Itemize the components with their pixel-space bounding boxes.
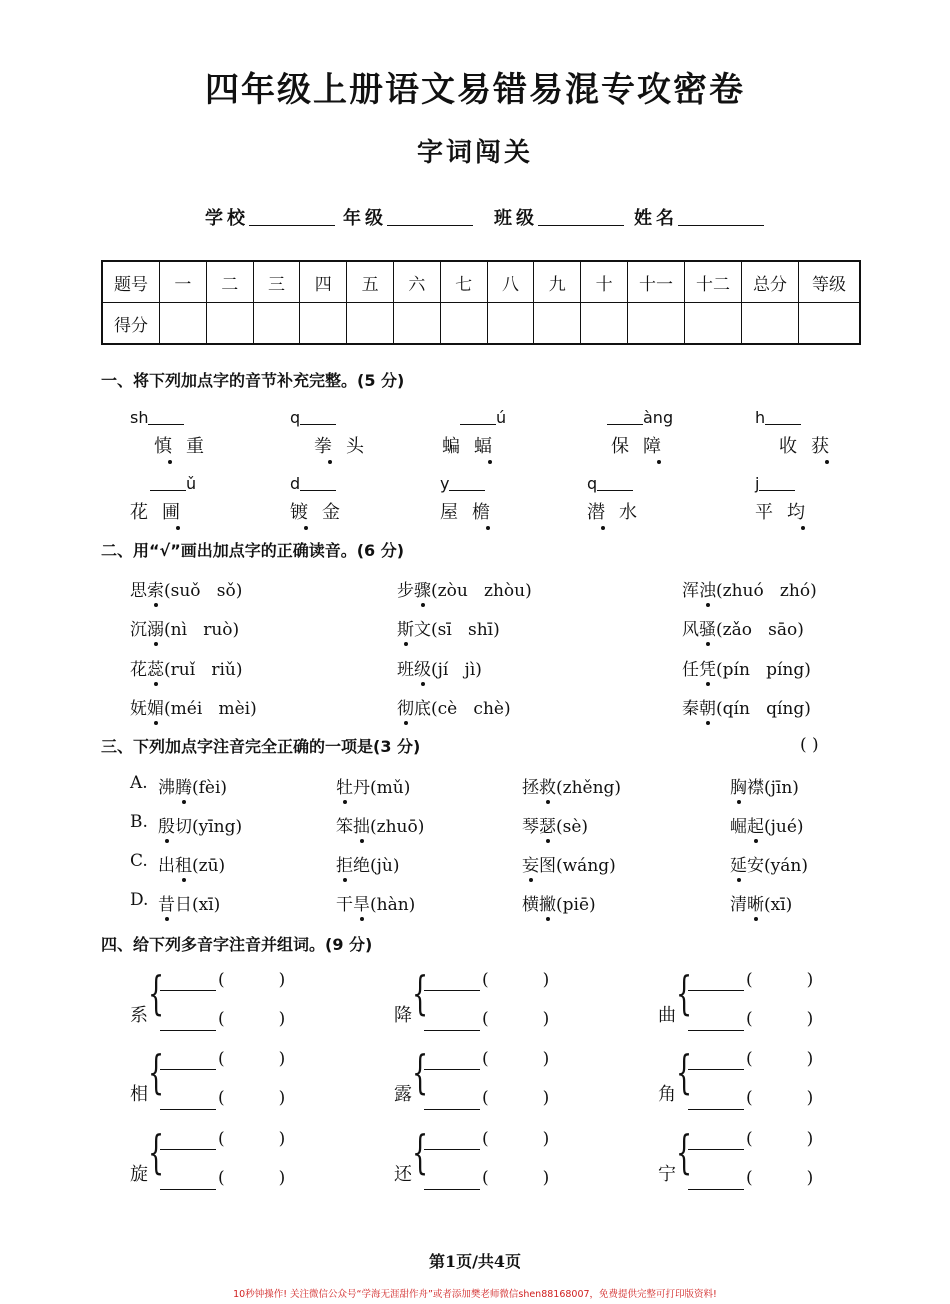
pinyin-blank[interactable] [160,1051,216,1070]
pinyin-choices[interactable]: (pín píng) [716,660,811,680]
word-char: 切 [175,817,192,837]
pinyin-blank[interactable] [160,1131,216,1150]
reading-item [130,615,239,640]
score-header-cell: 题号 [102,261,160,303]
brace-icon: { [412,966,429,1020]
word-char: 旱 [353,890,370,915]
reading-item [397,655,482,680]
word-char: 胸 [730,773,747,798]
word-blank[interactable]: ( ) [482,1129,550,1149]
pinyin-prefix: j [755,474,760,493]
score-cell[interactable] [628,303,685,345]
word-char: 骤 [414,576,431,601]
word-char: 拳 [314,432,346,458]
word [130,498,194,524]
pinyin: (zhěng) [556,778,622,798]
pinyin: (zū) [192,856,226,876]
score-header-cell: 等级 [799,261,861,303]
word-char: 慎 [154,432,186,458]
word [154,432,218,458]
word [440,498,504,524]
word-char: 头 [346,436,378,457]
polyphone-char: 角 [658,1084,676,1105]
pinyin: (xī) [192,895,221,915]
word-char: 殷 [158,812,175,837]
word-char: 底 [414,699,431,719]
pinyin-blank[interactable] [424,1051,480,1070]
option-item [730,812,804,837]
pinyin-blank[interactable] [160,1012,216,1031]
word-char: 绝 [353,856,370,876]
pinyin-blank[interactable] [460,410,496,425]
polyphone-char: 曲 [658,1005,676,1026]
word-char: 救 [539,773,556,798]
pinyin-blank[interactable] [688,972,744,991]
word-char: 瑟 [539,812,556,837]
pinyin: (xī) [764,895,793,915]
word-char: 崛 [730,817,747,837]
word-blank[interactable]: ( ) [218,1049,286,1069]
word-char: 晰 [747,890,764,915]
word-char: 襟 [747,778,764,798]
class-field[interactable] [494,204,624,230]
brace-icon: { [676,1125,693,1179]
word-char: 任 [682,660,699,680]
word-blank[interactable]: ( ) [746,1009,814,1029]
word-char: 租 [175,851,192,876]
word-blank[interactable]: ( ) [218,970,286,990]
word-blank[interactable]: ( ) [746,970,814,990]
word-blank[interactable]: ( ) [746,1088,814,1108]
pinyin-blank[interactable] [300,410,336,425]
reading-item [682,655,811,680]
score-header-cell: 七 [440,261,487,303]
pinyin: (fèi) [192,778,228,798]
word-char: 干 [336,895,353,915]
score-cell[interactable] [742,303,799,345]
score-header-cell: 八 [487,261,534,303]
word-char: 均 [787,498,819,524]
polyphone-char: 露 [394,1084,412,1105]
score-header-cell: 十二 [685,261,742,303]
pinyin-line [440,474,485,493]
grade-field[interactable] [343,204,473,230]
pinyin-blank[interactable] [160,1091,216,1110]
pinyin-choices[interactable]: (jí jì) [431,660,482,680]
word-char: 索 [147,576,164,601]
page-subtitle: 字词闯关 [416,138,533,168]
pinyin-blank[interactable] [759,476,795,491]
score-header-cell: 十 [581,261,628,303]
option-item [158,773,227,798]
pinyin-line [460,408,506,427]
pinyin: (hàn) [370,895,416,915]
word-char: 蝠 [474,432,506,458]
reading-item [397,615,500,640]
word-blank[interactable]: ( ) [482,970,550,990]
word-blank[interactable]: ( ) [482,1168,550,1188]
pinyin-prefix: sh [130,408,149,427]
score-header-cell: 四 [300,261,347,303]
page-footer: 第1页/共4页 [428,1252,522,1271]
pinyin-blank[interactable] [688,1171,744,1190]
option-item [522,812,588,837]
word-char: 重 [186,436,218,457]
brace-icon: { [676,1045,693,1099]
reading-item [130,694,257,719]
brace-icon: { [412,1045,429,1099]
pinyin-choices[interactable]: (sī shī) [431,620,500,640]
score-row-label: 得分 [102,303,160,345]
section1-heading: 一、将下列加点字的音节补充完整。(5 分) [101,371,405,390]
pinyin-prefix: h [755,408,766,427]
answer-paren[interactable]: ( ) [800,735,819,755]
section4-heading: 四、给下列多音字注音并组词。(9 分) [101,935,373,954]
word-char: 溺 [147,615,164,640]
pinyin-line [755,408,801,427]
pinyin-choices[interactable]: (ruǐ riǔ) [164,660,243,680]
option-item [336,773,410,798]
option-item [522,890,596,915]
pinyin-line [290,408,336,427]
name-blank[interactable] [678,209,764,226]
polyphone-char: 系 [130,1005,148,1026]
word [779,432,843,458]
pinyin: (yán) [764,856,808,876]
pinyin-blank[interactable] [688,1012,744,1031]
school-label: 学校 [205,208,249,229]
pinyin-blank[interactable] [597,476,633,491]
word-char: 思 [130,581,147,601]
score-cell[interactable] [799,303,861,345]
class-blank[interactable] [538,209,624,226]
school-blank[interactable] [249,209,335,226]
option-item [336,890,415,915]
score-header-cell: 三 [253,261,300,303]
word [442,432,506,458]
pinyin-line [607,408,673,427]
pinyin-prefix: y [440,474,450,493]
pinyin-blank[interactable] [150,476,186,491]
word-char: 凭 [699,655,716,680]
pinyin-line [587,474,633,493]
word [290,498,354,524]
score-header-cell: 六 [393,261,440,303]
word-char: 延 [730,851,747,876]
pinyin-prefix: q [587,474,598,493]
pinyin-choices[interactable]: (cè chè) [431,699,511,719]
pinyin-line [150,474,196,493]
pinyin-choices[interactable]: (méi mèi) [164,699,257,719]
reading-item [682,576,817,601]
score-header-cell: 一 [160,261,207,303]
pinyin-blank[interactable] [148,410,184,425]
word-blank[interactable]: ( ) [482,1088,550,1108]
score-cell[interactable] [685,303,742,345]
pinyin-choices[interactable]: (qín qíng) [716,699,811,719]
word-char: 沸 [158,778,175,798]
pinyin-blank[interactable] [449,476,485,491]
word-char: 安 [747,856,764,876]
pinyin: (jué) [764,817,804,837]
pinyin-choices[interactable]: (zòu zhòu) [431,581,532,601]
word-char: 水 [619,502,651,523]
pinyin-blank[interactable] [160,972,216,991]
pinyin-choices[interactable]: (zhuó zhó) [716,581,817,601]
word-char: 级 [414,655,431,680]
option-item [730,890,792,915]
pinyin-blank[interactable] [424,1091,480,1110]
pinyin: (zhuō) [370,817,425,837]
option-item [730,851,808,876]
score-cell[interactable] [206,303,253,345]
option-item [158,890,220,915]
reading-item [682,615,804,640]
pinyin: (wáng) [556,856,616,876]
word-char: 斯 [397,615,414,640]
pinyin-blank[interactable] [424,1012,480,1031]
word [611,432,675,458]
word-blank[interactable]: ( ) [218,1009,286,1029]
word-char: 潜 [587,498,619,524]
pinyin-line [290,474,336,493]
word-char: 步 [397,581,414,601]
pinyin-blank[interactable] [607,410,643,425]
word-char: 出 [158,856,175,876]
word-char: 彻 [397,694,414,719]
word-char: 朝 [699,694,716,719]
score-header-cell: 总分 [742,261,799,303]
word-char: 镀 [290,498,322,524]
option-item [158,851,225,876]
score-header-cell: 九 [534,261,581,303]
word-char: 骚 [699,615,716,640]
reading-item [397,694,511,719]
pinyin-suffix: àng [643,408,674,427]
pinyin-blank[interactable] [424,1171,480,1190]
word [755,498,819,524]
pinyin-choices[interactable]: (suǒ sǒ) [164,581,243,601]
word-char: 浊 [699,576,716,601]
word-char: 秦 [682,699,699,719]
score-cell[interactable] [347,303,394,345]
polyphone-char: 旋 [130,1164,148,1185]
polyphone-char: 还 [394,1164,412,1185]
pinyin: (yīng) [192,817,243,837]
pinyin-blank[interactable] [424,972,480,991]
score-header-cell: 十一 [628,261,685,303]
word-blank[interactable]: ( ) [746,1168,814,1188]
score-cell[interactable] [300,303,347,345]
pinyin: (jīn) [764,778,799,798]
word-char: 沉 [130,620,147,640]
pinyin-blank[interactable] [765,410,801,425]
word-char: 文 [414,620,431,640]
section3-heading: 三、下列加点字注音完全正确的一项是(3 分) [101,737,421,756]
word-char: 蕊 [147,655,164,680]
pinyin-choices[interactable]: (nì ruò) [164,620,240,640]
name-field[interactable] [634,204,764,230]
word-char: 浑 [682,581,699,601]
pinyin: (sè) [556,817,589,837]
pinyin-line [130,408,184,427]
reading-item [682,694,811,719]
brace-icon: { [412,1125,429,1179]
word-char: 平 [755,502,787,523]
polyphone-char: 降 [394,1005,412,1026]
pinyin-line [755,474,795,493]
word-char: 笨 [336,817,353,837]
word-char: 起 [747,812,764,837]
reading-item [397,576,532,601]
word-char: 清 [730,895,747,915]
option-label[interactable]: C. [130,851,148,871]
score-value-row [102,303,860,345]
pinyin: (piē) [556,895,596,915]
word-char: 腾 [175,773,192,798]
word-blank[interactable]: ( ) [218,1088,286,1108]
notice-text: 10秒钟操作! 关注微信公众号“学海无涯甜作舟”或者添加樊老师微信shen88168007，免费提供完整可打印版资料! [233,1289,717,1300]
word-blank[interactable]: ( ) [746,1049,814,1069]
pinyin-suffix: ǔ [186,474,197,493]
word-char: 获 [811,432,843,458]
pinyin-blank[interactable] [688,1091,744,1110]
score-cell[interactable] [581,303,628,345]
word-blank[interactable]: ( ) [218,1168,286,1188]
word-char: 蝙 [442,436,474,457]
word-char: 拙 [353,812,370,837]
word-char: 屋 [440,502,472,523]
page-title: 四年级上册语文易错易混专攻密卷 [205,70,745,110]
word-char: 日 [175,895,192,915]
polyphone-char: 宁 [658,1164,676,1185]
word [587,498,651,524]
score-cell[interactable] [393,303,440,345]
word-char: 檐 [472,498,504,524]
polyphone-char: 相 [130,1084,148,1105]
pinyin-blank[interactable] [688,1051,744,1070]
school-field[interactable] [205,204,335,230]
word-char: 保 [611,436,643,457]
brace-icon: { [676,966,693,1020]
pinyin-blank[interactable] [424,1131,480,1150]
word-char: 班 [397,660,414,680]
word-char: 妄 [522,851,539,876]
word-char: 花 [130,502,162,523]
pinyin-suffix: ú [496,408,507,427]
brace-icon: { [148,1125,165,1179]
grade-label: 年级 [343,208,387,229]
word-char: 撇 [539,890,556,915]
brace-icon: { [148,1045,165,1099]
option-label[interactable]: A. [130,773,148,793]
word-blank[interactable]: ( ) [482,1049,550,1069]
word-blank[interactable]: ( ) [482,1009,550,1029]
word-char: 琴 [522,817,539,837]
word-blank[interactable]: ( ) [746,1129,814,1149]
option-item [336,812,424,837]
word-char: 牡 [336,773,353,798]
word-blank[interactable]: ( ) [218,1129,286,1149]
class-label: 班级 [494,208,538,229]
word-char: 丹 [353,778,370,798]
score-cell[interactable] [487,303,534,345]
word-char: 拯 [522,778,539,798]
word-char: 拒 [336,851,353,876]
option-item [522,773,621,798]
score-cell[interactable] [534,303,581,345]
grade-blank[interactable] [387,209,473,226]
score-cell[interactable] [440,303,487,345]
pinyin: (mǔ) [370,778,411,798]
pinyin-choices[interactable]: (zǎo sāo) [716,620,804,640]
word-char: 障 [643,432,675,458]
word-char: 昔 [158,890,175,915]
word [314,432,378,458]
brace-icon: { [148,966,165,1020]
score-header-row [102,261,860,303]
word-char: 妩 [130,699,147,719]
word-char: 收 [779,436,811,457]
score-header-cell: 五 [347,261,394,303]
option-label[interactable]: D. [130,890,149,910]
option-item [158,812,242,837]
pinyin-blank[interactable] [688,1131,744,1150]
reading-item [130,576,242,601]
word-char: 金 [322,502,354,523]
score-cell[interactable] [253,303,300,345]
score-table [101,260,861,345]
option-item [522,851,616,876]
section2-heading: 二、用“√”画出加点字的正确读音。(6 分) [101,541,405,560]
pinyin-prefix: d [290,474,301,493]
word-char: 图 [539,856,556,876]
word-char: 圃 [162,498,194,524]
pinyin-blank[interactable] [160,1171,216,1190]
word-char: 媚 [147,694,164,719]
option-item [336,851,399,876]
name-label: 姓名 [634,208,678,229]
word-char: 风 [682,620,699,640]
pinyin-prefix: q [290,408,301,427]
score-cell[interactable] [160,303,207,345]
option-item [730,773,799,798]
pinyin-blank[interactable] [300,476,336,491]
pinyin: (jù) [370,856,400,876]
word-char: 横 [522,895,539,915]
reading-item [130,655,243,680]
option-label[interactable]: B. [130,812,148,832]
score-header-cell: 二 [206,261,253,303]
word-char: 花 [130,660,147,680]
